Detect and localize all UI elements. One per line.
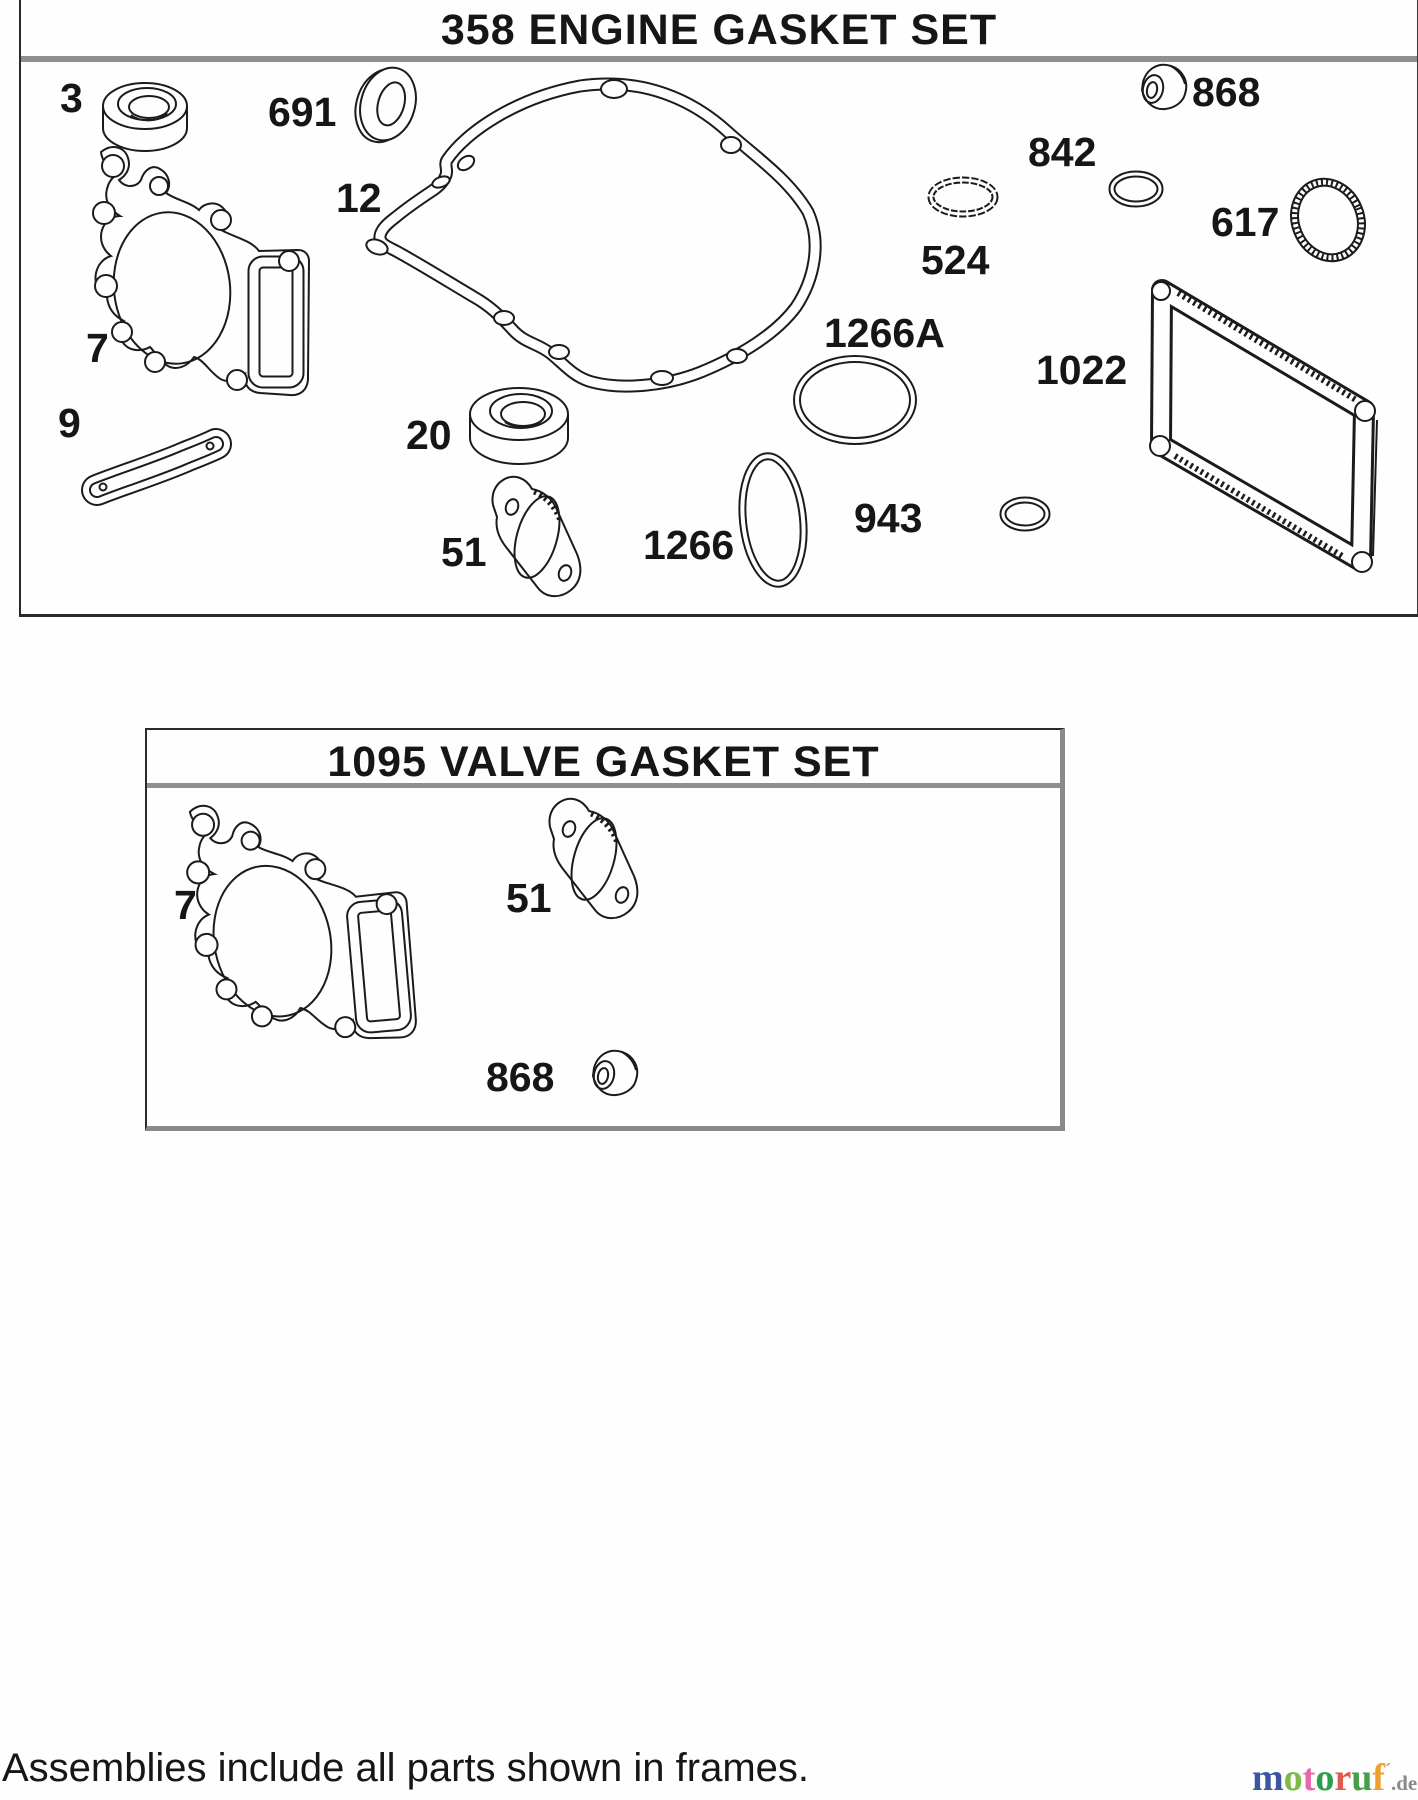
valve-part-label-7: 7 <box>174 882 197 928</box>
part-label-943: 943 <box>854 495 923 541</box>
valve-gasket-set-frame <box>145 728 1065 1131</box>
logo-suffix: .de <box>1390 1771 1418 1795</box>
part-label-12: 12 <box>336 175 382 221</box>
part-label-868: 868 <box>1192 69 1261 115</box>
part-label-691: 691 <box>268 89 337 135</box>
part-label-7: 7 <box>86 325 109 371</box>
engine-frame-header <box>21 0 1417 62</box>
assemblies-note: Assemblies include all parts shown in frames. <box>2 1746 810 1790</box>
valve-part-label-51: 51 <box>506 875 552 921</box>
part-label-617: 617 <box>1211 199 1280 245</box>
valve-part-label-868: 868 <box>486 1054 555 1100</box>
part-label-51: 51 <box>441 529 487 575</box>
part-label-1022: 1022 <box>1036 347 1128 393</box>
part-label-524: 524 <box>921 237 990 283</box>
logo-accent-mark: ´ <box>1384 1760 1391 1780</box>
motoruf-logo[interactable] <box>1252 1756 1417 1800</box>
part-label-1266A: 1266A <box>824 310 945 356</box>
valve-frame-header <box>147 730 1060 788</box>
part-label-842: 842 <box>1028 129 1097 175</box>
engine-frame-title: 358 ENGINE GASKET SET <box>440 6 998 54</box>
valve-frame-title: 1095 VALVE GASKET SET <box>327 738 880 786</box>
part-label-9: 9 <box>58 400 81 446</box>
logo-word: motoruf <box>1252 1757 1385 1799</box>
part-label-20: 20 <box>406 412 452 458</box>
part-label-1266: 1266 <box>643 522 735 568</box>
part-label-3: 3 <box>60 75 83 121</box>
